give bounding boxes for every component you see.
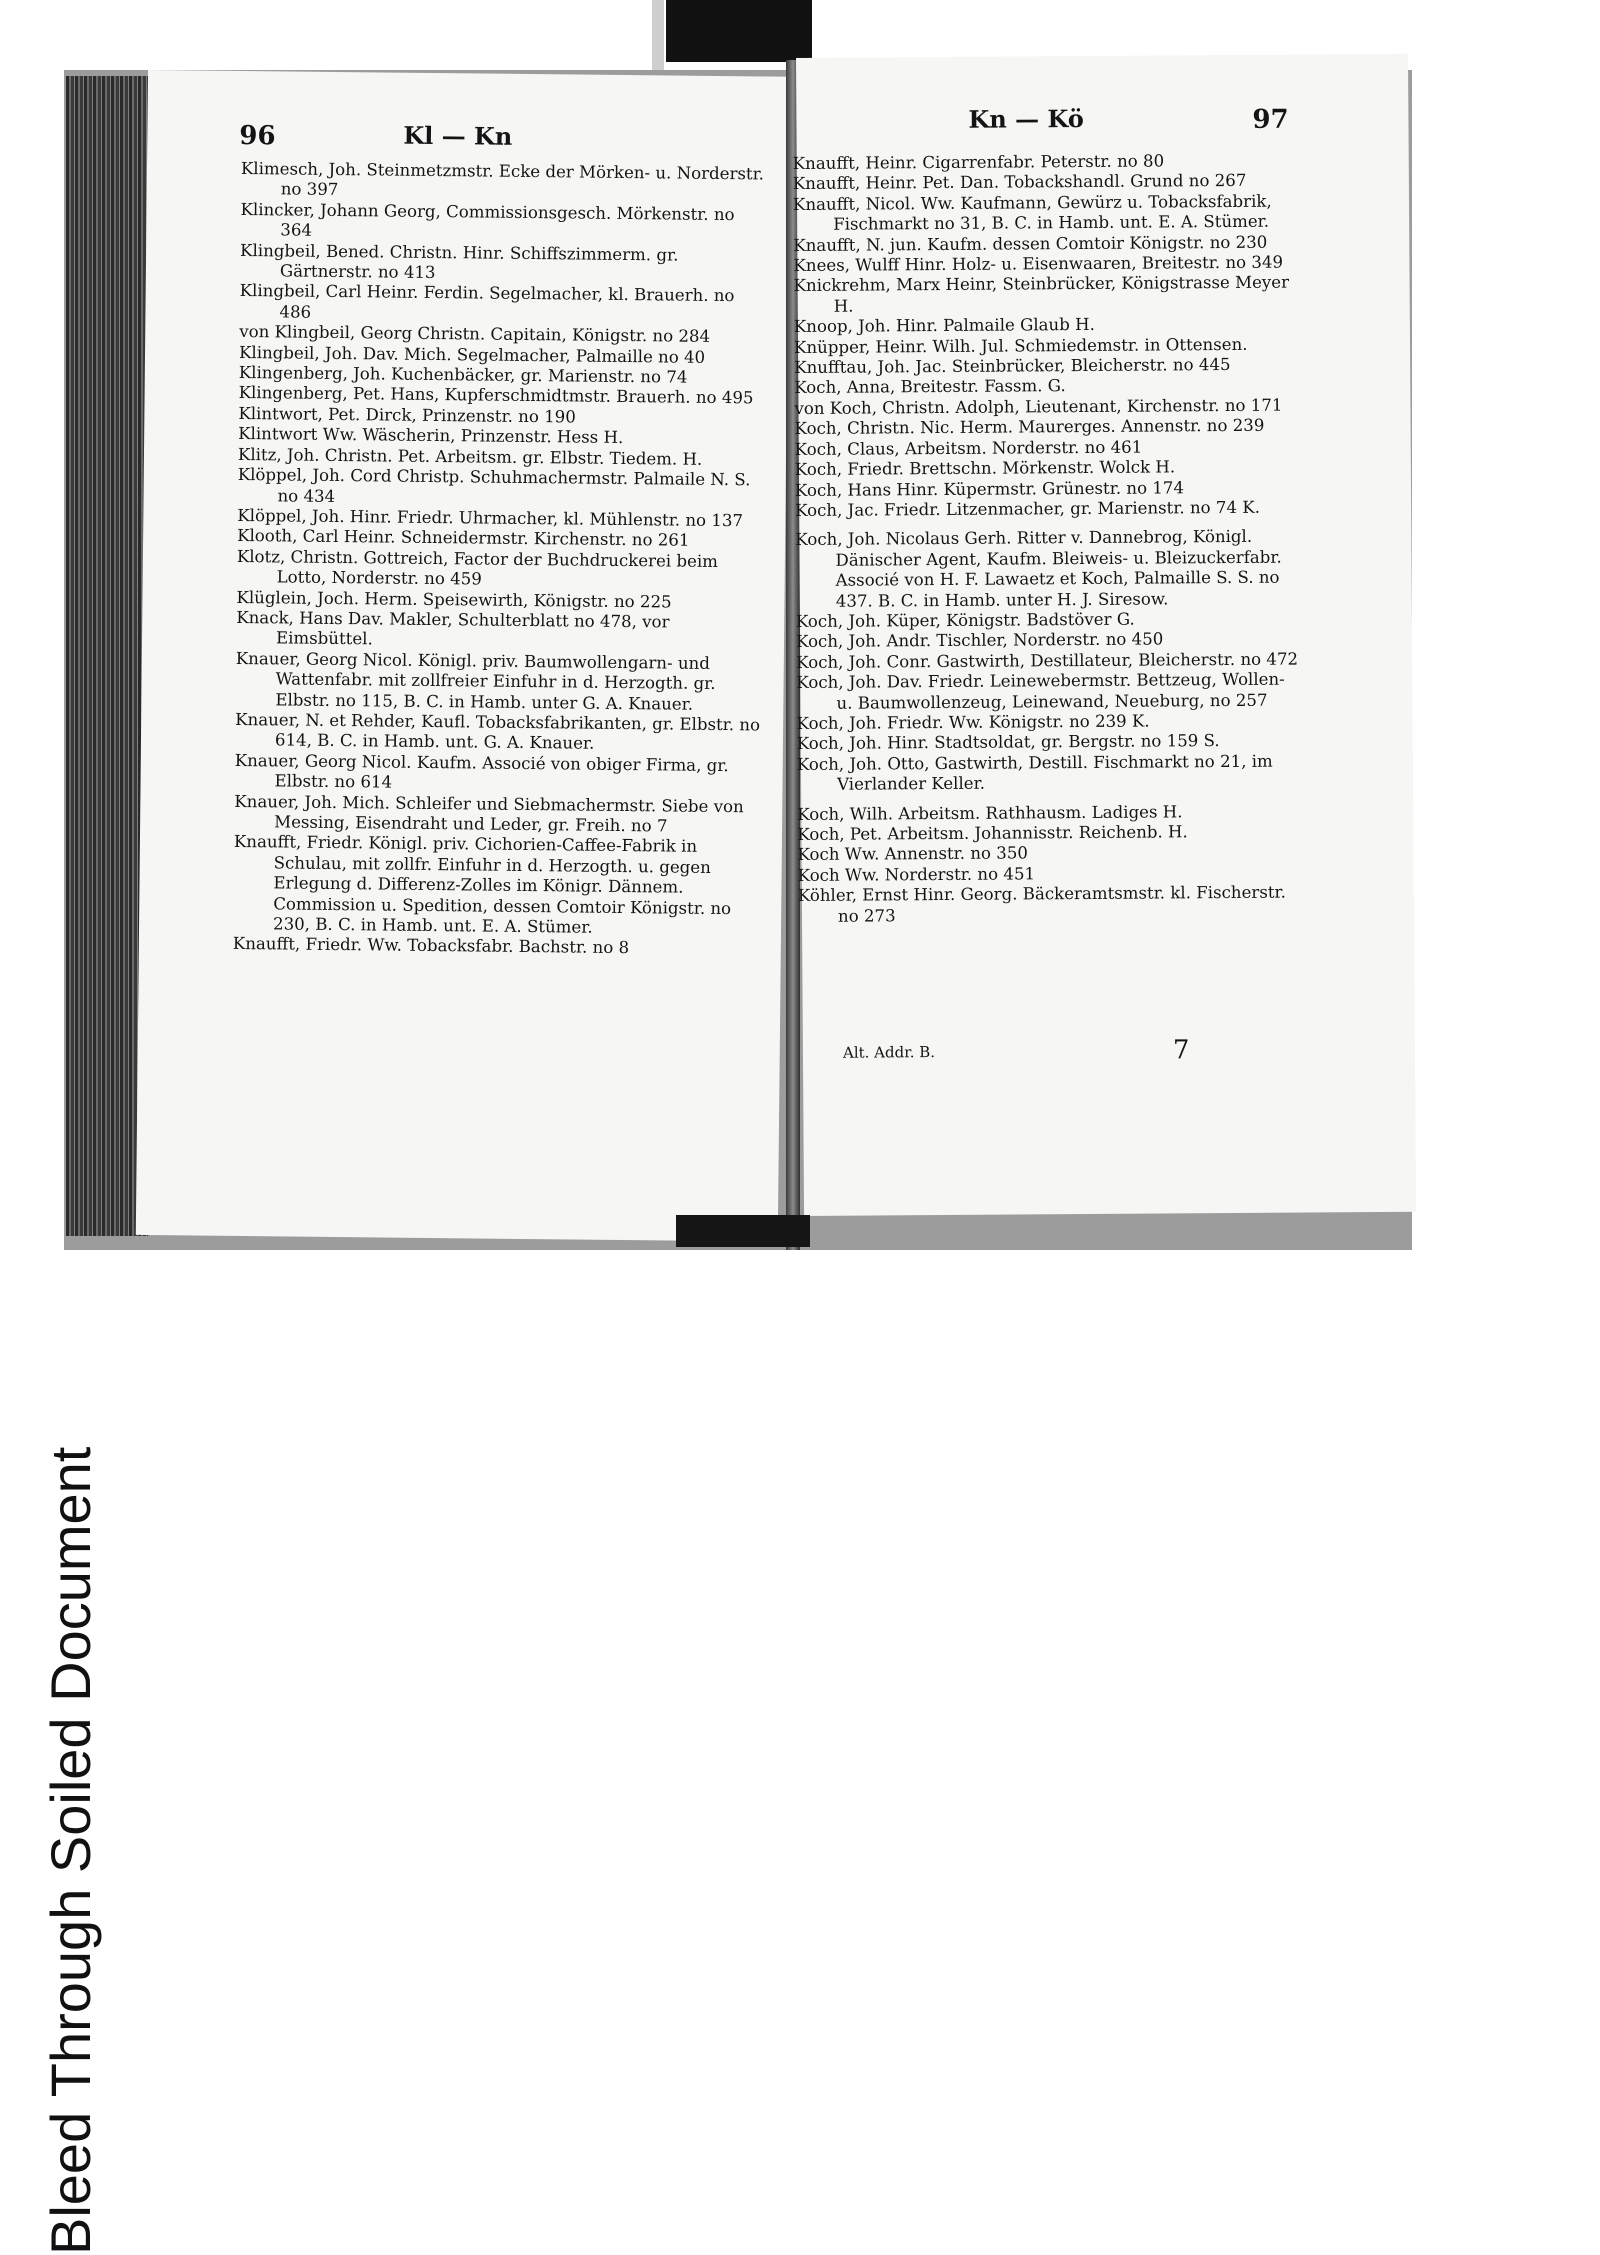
directory-entry: Koch, Joh. Conr. Gastwirth, Destillateur, Bleicherstr. no 472: [796, 649, 1299, 672]
directory-entry: Knaufft, Heinr. Pet. Dan. Tobackshandl. Grund no 267: [792, 171, 1247, 194]
directory-entry: Knaufft, N. jun. Kaufm. dessen Comtoir Königstr. no 230: [793, 232, 1268, 255]
left-page: [136, 70, 790, 1242]
directory-entry: Koch, Joh. Hinr. Stadtsoldat, gr. Bergstr. no 159 S.: [796, 731, 1220, 754]
directory-entry: Knauer, N. et Rehder, Kaufl. Tobacksfabrikanten, gr. Elbstr. no 614, B. C. in Hamb. unt. G. A. Knauer.: [235, 709, 761, 754]
binding-strap-bottom: [676, 1215, 810, 1247]
directory-entry: Knack, Hans Dav. Makler, Schulterblatt no 478, vor Eimsbüttel.: [236, 607, 670, 649]
directory-entry: Koch, Joh. Otto, Gastwirth, Destill. Fischmarkt no 21, im Vierlander Keller.: [796, 751, 1273, 794]
directory-entry: Klitz, Joh. Christn. Pet. Arbeitsm. gr. Elbstr. Tiedem. H.: [237, 444, 703, 469]
directory-entry: Knickrehm, Marx Heinr, Steinbrücker, Königstrasse Meyer H.: [793, 273, 1290, 316]
left-page-number: 96: [239, 120, 276, 152]
directory-entry: Knaufft, Friedr. Königl. priv. Cichorien-Caffee-Fabrik in Schulau, mit zollfr. Einfuhr in d. Herzogth. u. gegen Erlegung d. Differenz-Zolles im Königr. Dännem. Commission u. Spedition, dessen Comtoir Königstr. no 230, B. C. in Hamb. unt. E. A. Stümer.: [233, 832, 732, 937]
right-page-number: 97: [1252, 104, 1289, 135]
directory-entry: Klooth, Carl Heinr. Schneidermstr. Kirchenstr. no 261: [237, 526, 690, 551]
directory-entry: Knüpper, Heinr. Wilh. Jul. Schmiedemstr. in Ottensen.: [793, 334, 1248, 357]
directory-entry: Koch, Joh. Dav. Friedr. Leinewebermstr. Bettzeug, Wollen- u. Baumwollenzeug, Leinewand, Neueburg, no 257: [796, 669, 1285, 713]
right-page-signature-mark: 7: [1172, 1035, 1190, 1066]
directory-entry: Knaufft, Heinr. Cigarrenfabr. Peterstr. no 80: [792, 151, 1165, 174]
directory-entry: Knauer, Georg Nicol. Kaufm. Associé von obiger Firma, gr. Elbstr. no 614: [234, 750, 729, 792]
directory-entry: Koch Ww. Annenstr. no 350: [797, 843, 1028, 865]
left-page-heading: Kl — Kn: [403, 120, 513, 151]
directory-entry: Koch, Wilh. Arbeitsm. Rathhausm. Ladiges H.: [797, 801, 1183, 824]
book-spine-edges: [66, 76, 148, 1236]
left-entries-list: [233, 159, 771, 960]
right-page: [792, 54, 1416, 1216]
directory-entry: von Koch, Christn. Adolph, Lieutenant, Kirchenstr. no 171: [794, 395, 1283, 418]
directory-entry: Koch, Friedr. Brettschn. Mörkenstr. Wolck H.: [794, 457, 1176, 480]
right-page-footer: Alt. Addr. B.: [842, 1043, 936, 1062]
directory-entry: Koch, Pet. Arbeitsm. Johannisstr. Reichenb. H.: [797, 822, 1188, 845]
directory-entry: Klöppel, Joh. Hinr. Friedr. Uhrmacher, kl. Mühlenstr. no 137: [237, 505, 744, 531]
directory-entry: Knaufft, Nicol. Ww. Kaufmann, Gewürz u. Tobacksfabrik, Fischmarkt no 31, B. C. in Hamb. unt. E. A. Stümer.: [792, 191, 1272, 234]
directory-entry: Knoop, Joh. Hinr. Palmaile Glaub H.: [793, 315, 1095, 337]
binding-strap-top: [666, 0, 812, 62]
directory-entry: Klingbeil, Carl Heinr. Ferdin. Segelmacher, kl. Brauerh. no 486: [239, 281, 735, 322]
directory-entry: Klotz, Christn. Gottreich, Factor der Buchdruckerei beim Lotto, Norderstr. no 459: [236, 546, 719, 589]
directory-entry: Köhler, Ernst Hinr. Georg. Bäckeramtsmstr. kl. Fischerstr. no 273: [797, 882, 1286, 926]
directory-entry: Koch, Claus, Arbeitsm. Norderstr. no 461: [794, 437, 1143, 459]
directory-entry: Klintwort Ww. Wäscherin, Prinzenstr. Hess H.: [238, 424, 624, 448]
strap-edge: [652, 0, 664, 70]
directory-entry: Klöppel, Joh. Cord Christp. Schuhmachermstr. Palmaile N. S. no 434: [237, 465, 751, 506]
side-label-text: Bleed Through Soiled Document: [39, 1446, 102, 2255]
directory-entry: Knaufft, Friedr. Ww. Tobacksfabr. Bachstr. no 8: [232, 934, 630, 958]
directory-entry: Klingenberg, Pet. Hans, Kupferschmidtmstr. Brauerh. no 495: [238, 383, 754, 408]
directory-entry: Klingenberg, Joh. Kuchenbäcker, gr. Marienstr. no 74: [238, 363, 688, 387]
directory-entry: Koch, Hans Hinr. Küpermstr. Grünestr. no 174: [794, 477, 1185, 500]
directory-entry: Koch Ww. Norderstr. no 451: [797, 864, 1036, 885]
directory-entry: Koch, Joh. Andr. Tischler, Norderstr. no 450: [796, 629, 1164, 652]
right-entries-list: [793, 150, 1306, 927]
directory-entry: Klingbeil, Joh. Dav. Mich. Segelmacher, Palmaille no 40: [238, 342, 706, 367]
directory-entry: Klingbeil, Bened. Christn. Hinr. Schiffszimmerm. gr. Gärtnerstr. no 413: [240, 240, 679, 283]
directory-entry: Koch, Christn. Nic. Herm. Maurerges. Annenstr. no 239: [794, 416, 1265, 439]
directory-entry: Koch, Joh. Nicolaus Gerh. Ritter v. Dannebrog, Königl. Dänischer Agent, Kaufm. Bleiweis- u. Bleizuckerfabr. Associé von H. F. Lawaetz et Koch, Palmaille S. S. no 437. B. C. in Hamb. unter H. J. Siresow.: [795, 527, 1282, 611]
directory-entry: Klintwort, Pet. Dirck, Prinzenstr. no 190: [238, 403, 576, 427]
directory-entry: Knees, Wulff Hinr. Holz- u. Eisenwaaren, Breitestr. no 349: [793, 252, 1284, 276]
right-page-heading: Kn — Kö: [968, 103, 1084, 134]
directory-entry: Koch, Joh. Küper, Königstr. Badstöver G.: [795, 609, 1135, 631]
directory-entry: Koch, Anna, Breitestr. Fassm. G.: [794, 376, 1066, 398]
directory-entry: von Klingbeil, Georg Christn. Capitain, Königstr. no 284: [239, 322, 711, 347]
directory-entry: Klüglein, Joch. Herm. Speisewirth, Königstr. no 225: [236, 587, 672, 612]
directory-entry: Koch, Joh. Friedr. Ww. Königstr. no 239 K.: [796, 711, 1150, 733]
directory-entry: Koch, Jac. Friedr. Litzenmacher, gr. Marienstr. no 74 K.: [795, 497, 1261, 520]
directory-entry: Klincker, Johann Georg, Commissionsgesch. Mörkenstr. no 364: [240, 199, 735, 240]
directory-entry: Klimesch, Joh. Steinmetzmstr. Ecke der Mörken- u. Norderstr. no 397: [240, 158, 765, 200]
directory-entry: Knauer, Joh. Mich. Schleifer und Siebmachermstr. Siebe von Messing, Eisendraht und Leder, gr. Freih. no 7: [234, 791, 744, 836]
directory-entry: Knauer, Georg Nicol. Königl. priv. Baumwollengarn- und Wattenfabr. mit zollfreier Einfuhr in d. Herzogth. gr. Elbstr. no 115, B. C. in Hamb. unter G. A. Knauer.: [235, 648, 716, 714]
side-label-vertical: [0, 0, 102, 2255]
directory-entry: Knufftau, Joh. Jac. Steinbrücker, Bleicherstr. no 445: [794, 355, 1231, 378]
